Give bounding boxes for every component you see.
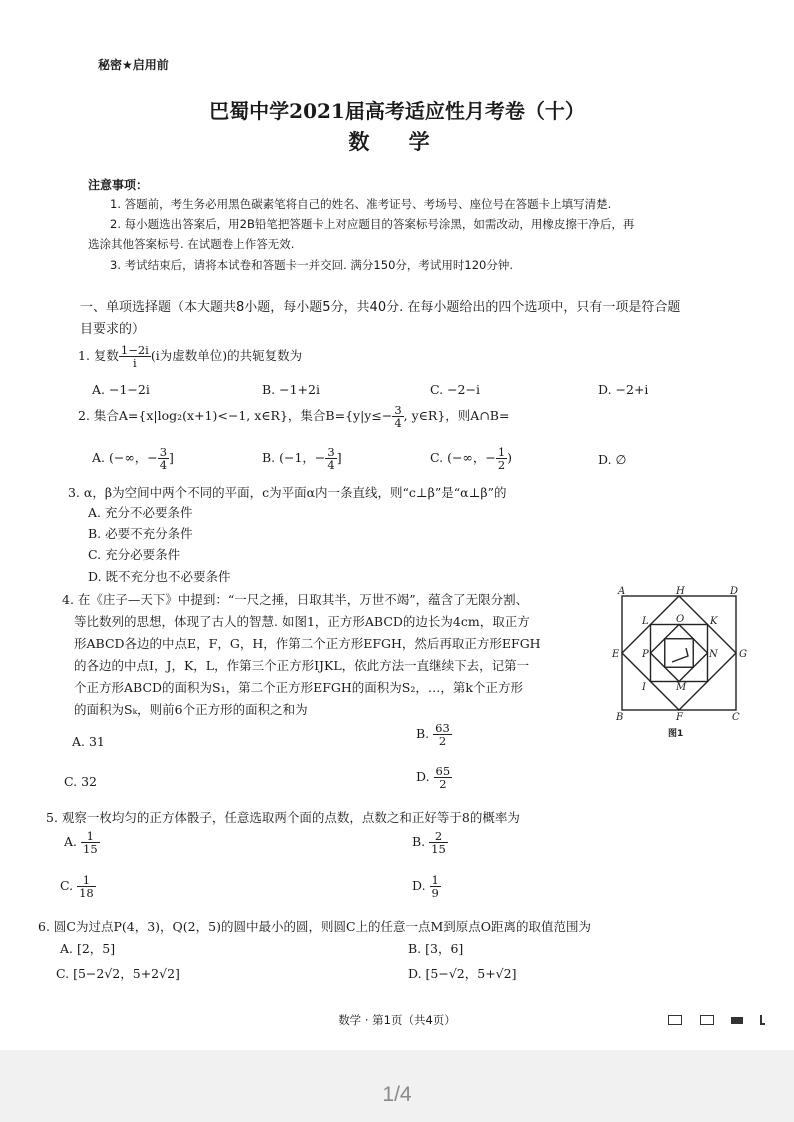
label-h: H [676,586,685,597]
q5-c-num: 1 [77,874,96,887]
q5-a-pre: A. [64,834,78,850]
q2-fraction [392,404,403,429]
q4-option-c: C. 32 [64,774,97,789]
q4-b-num: 63 [435,721,450,735]
q3-option-d: D. 既不充分也不必要条件 [88,569,231,584]
q4-line-5: 个正方形ABCD的面积为S₁，第二个正方形EFGH的面积为S₂，…，第k个正方形 [74,680,523,695]
q1-post: (i为虚数单位)的共轭复数为 [150,348,303,364]
figure-caption: 图1 [668,729,684,739]
label-i: I [642,682,646,693]
label-o: O [676,614,685,625]
q4-option-a: A. 31 [72,734,105,749]
corner-mark-3 [731,1017,743,1024]
q2-b-num: 3 [327,445,335,459]
q4-line-3: 形ABCD各边的中点E，F，G，H，作第二个正方形EFGH，然后再取正方形EFGH [74,636,541,651]
label-d: D [730,586,739,597]
label-l: L [642,616,649,627]
q2-b-fraction [325,446,336,471]
q2-c-num: 1 [497,445,506,459]
label-k: K [710,616,718,627]
q5-c-den: 18 [79,886,94,901]
q1-pre: 1. 复数 [78,348,119,364]
q1-option-b: B. −1+2i [262,382,320,397]
label-p: P [642,649,649,660]
section-heading: 一、单项选择题（本大题共8小题，每小题5分，共40分. 在每小题给出的四个选项中，只有一项是符合题 [80,300,681,315]
label-a: A [618,586,626,597]
q6-option-b: B. [3，6] [408,941,464,956]
q2-c-pre: C. (−∞，− [430,450,496,466]
q2-option-b [262,446,342,471]
q2-c-fraction [496,446,507,471]
question-2-stem [78,404,509,429]
q2-a-den: 4 [159,458,168,473]
question-5-stem: 5. 观察一枚均匀的正方体骰子，任意选取两个面的点数，点数之和正好等于8的概率为 [46,810,520,825]
nested-squares-diagram [606,584,756,744]
q2-numerator: 3 [394,403,402,417]
q4-b-fraction [433,722,452,747]
q2-pre: 2. 集合A={x|log₂(x+1)<−1, x∈R}，集合B= [78,408,346,424]
q1-denominator: i [133,356,137,371]
label-e: E [612,649,620,660]
label-f: F [676,712,683,723]
notice-item-2-cont: 选涂其他答案标号. 在试题卷上作答无效. [88,237,295,251]
notice-item-1: 1. 答题前，考生务必用黑色碳素笔将自己的姓名、准考证号、考场号、座位号在答题卡上填写清楚. [110,197,612,211]
square-inner [665,639,694,668]
q5-c-fraction [77,874,96,899]
q4-line-6: 的面积为Sₖ，则前6个正方形的面积之和为 [74,702,308,717]
q2-a-fraction [158,446,169,471]
q1-fraction [119,344,151,369]
page-indicator: 1/4 [382,1083,412,1106]
question-6-stem: 6. 圆C为过点P(4，3)，Q(2，5)的圆中最小的圆，则圆C上的任意一点M到原点O距离的取值范围为 [38,919,592,934]
q1-numerator: 1−2i [120,343,149,357]
q5-a-den: 15 [83,842,98,857]
q2-set-open: {y|y≤− [345,408,393,424]
notice-item-2: 2. 每小题选出答案后，用2B铅笔把答题卡上对应题目的答案标号涂黑，如需改动，用橡皮擦干净后，再 [110,217,635,231]
q2-set-close: , y∈R}，则A∩B= [403,408,510,424]
label-c: C [732,712,740,723]
q3-option-c: C. 充分必要条件 [88,547,181,562]
q1-option-c: C. −2−i [430,382,480,397]
q2-b-post: ] [336,450,342,466]
q5-b-fraction [429,830,448,855]
q2-denominator: 4 [394,416,402,431]
q5-a-fraction [81,830,100,855]
q5-d-fraction [430,874,441,899]
q2-a-num: 3 [159,445,168,459]
section-heading-cont: 目要求的） [80,322,146,337]
confidential-label: 秘密★启用前 [98,58,169,72]
q5-a-num: 1 [81,830,100,843]
q5-d-num: 1 [431,873,439,887]
notice-item-3: 3. 考试结束后，请将本试卷和答题卡一并交回. 满分150分，考试用时120分钟. [110,258,513,272]
q4-line-2: 等比数列的思想，体现了古人的智慧. 如图1，正方形ABCD的边长为4cm，取正方 [74,614,530,629]
corner-mark-2 [700,1015,714,1025]
q4-b-pre: B. [416,726,430,742]
q2-c-den: 2 [497,458,506,473]
corner-mark-1 [668,1015,682,1025]
q5-d-den: 9 [431,886,439,901]
q4-b-den: 2 [438,734,447,749]
label-m: M [676,682,687,693]
q5-b-pre: B. [412,834,426,850]
q4-line-1: 4. 在《庄子—天下》中提到：“一尺之捶，日取其半，万世不竭”，蕴含了无限分割、 [62,592,529,607]
question-3-stem: 3. α，β为空间中两个不同的平面，c为平面α内一条直线，则“c⊥β”是“α⊥β”的 [68,485,507,500]
q4-line-4: 的各边的中点I，J，K，L，作第三个正方形IJKL，依此方法一直继续下去，记第一 [74,658,530,673]
q1-option-d: D. −2+i [598,382,649,397]
corner-mark-4 [760,1015,765,1025]
q2-option-d: D. ∅ [598,452,627,467]
label-b: B [616,712,624,723]
label-n: N [709,649,718,660]
q4-option-b [416,722,452,747]
q5-d-pre: D. [412,878,426,894]
q4-d-fraction [434,765,453,790]
q6-option-c: C. [5−2√2，5+2√2] [56,966,180,981]
q4-d-pre: D. [416,769,430,785]
label-g: G [739,649,747,660]
q2-c-post: ) [507,450,513,466]
q2-option-c [430,446,512,471]
spiral-stroke [672,648,688,662]
page-footer: 数学 · 第1页（共4页） [338,1013,456,1027]
q4-d-den: 2 [439,777,447,792]
square-ijkl [651,625,708,682]
q2-a-post: ] [169,450,174,466]
q4-d-num: 65 [435,764,451,778]
q2-b-den: 4 [327,458,335,473]
q5-b-den: 15 [431,842,446,857]
q5-option-c [60,874,96,899]
square-mnop [651,625,708,682]
q5-b-num: 2 [429,830,448,843]
q1-option-a: A. −1−2i [92,382,150,397]
q3-option-a: A. 充分不必要条件 [88,505,193,520]
q4-option-d [416,765,452,790]
question-1-stem [78,344,302,369]
q5-option-d [412,874,441,899]
subject-title: 数 学 [348,129,446,154]
q3-option-b: B. 必要不充分条件 [88,526,193,541]
q5-c-pre: C. [60,878,74,894]
q6-option-d: D. [5−√2，5+√2] [408,966,517,981]
notice-heading: 注意事项： [88,178,149,192]
q2-option-a [92,446,174,471]
q5-option-b [412,830,448,855]
q2-b-pre: B. (−1，− [262,450,326,466]
q5-option-a [64,830,100,855]
exam-title: 巴蜀中学2021届高考适应性月考卷（十） [209,99,585,123]
figure-1 [606,584,756,748]
q2-a-pre: A. (−∞，− [92,450,158,466]
q6-option-a: A. [2，5] [60,941,116,956]
